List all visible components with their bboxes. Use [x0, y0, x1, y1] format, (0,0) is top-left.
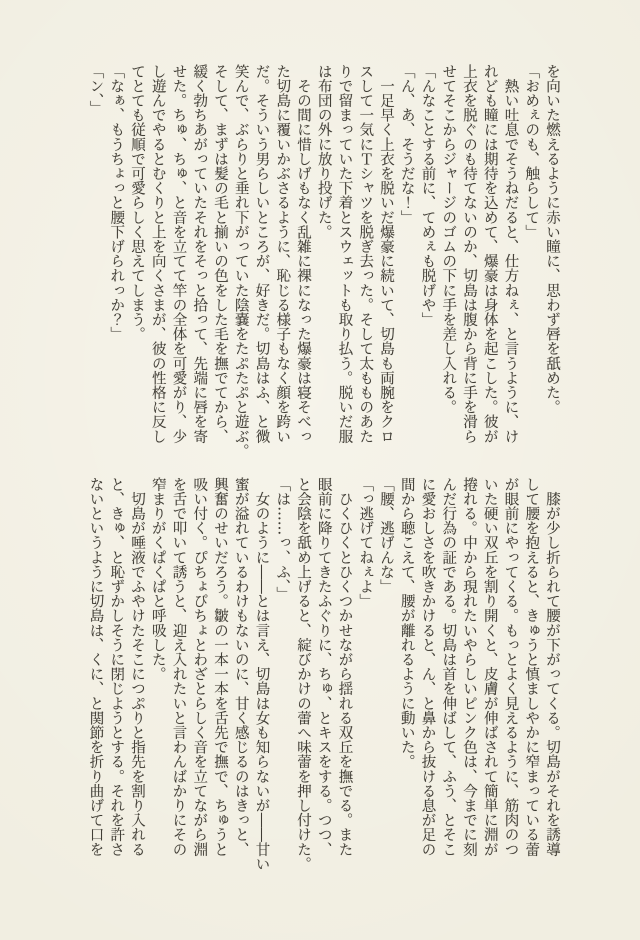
- text-line: が眼前にやってくる。もっとよく見えるように、筋肉のつ: [502, 477, 519, 857]
- text-line: ひくひくとひくつかせながら揺れる双丘を撫でる。また: [336, 477, 353, 857]
- text-line: 「ン、」: [87, 64, 104, 116]
- text-line: 「は……っ、ふ、」: [274, 477, 291, 602]
- text-line: と、きゅ、と恥ずかしそうに閉じようとする。それを許さ: [108, 477, 125, 857]
- text-line: 女のように――とは言え、切島は女も知らないが――甘い: [253, 477, 270, 872]
- text-line: 「っ逃げてねぇよ」: [357, 477, 374, 609]
- text-line: と会陰を舐め上げると、綻びかけの蕾へ味蕾を押し付けた。: [295, 477, 311, 872]
- text-line: 一足早く上衣を脱いだ爆豪に続いて、切島も両腕をクロ: [378, 64, 394, 444]
- text-line: 「ん、あ、そうだな！」: [398, 64, 415, 225]
- text-line: ないというように切島は、くに、と関節を折り曲げて口を: [87, 477, 104, 857]
- text-line: を舌で叩いて誘うと、迎え入れたいと言わんばかりにその: [170, 477, 187, 857]
- text-line: 「んなことする前に、てめぇも脱げや」: [419, 64, 436, 327]
- text-line: 「おめぇのも、触らして」: [523, 64, 540, 240]
- text-line: 捲れる。中から現れたいやらしいピンク色は、今までに刻: [461, 477, 477, 857]
- text-line: せてそこからジャージのゴムの下に手を差し入れる。: [440, 64, 457, 415]
- text-line: 「なぁ、もうちょっと腰下げられっか？」: [108, 64, 125, 342]
- text-line: を向いた燃えるように赤い瞳に、思わず唇を舐めた。: [544, 64, 560, 415]
- text-line: に愛おしさを吹きかけると、ん、と鼻から抜ける息が足の: [419, 477, 436, 857]
- text-line: いた硬い双丘を割り開くと、皮膚が伸ばされて簡単に淵が: [481, 477, 498, 857]
- text-line: 窄まりがくぱくぱと呼吸した。: [149, 477, 166, 682]
- text-line: して腰を抱えると、きゅうと慎ましやかに窄まっている蕾: [523, 477, 540, 857]
- text-line: その間に惜しげもなく乱雑に裸になった爆豪は寝そべっ: [295, 64, 311, 444]
- text-line: 「腰、逃げんな」: [378, 477, 394, 594]
- text-line: 切島が唾液でふやけたそこにつぷりと指先を割り入れる: [129, 477, 145, 857]
- text-line: りで留まっていた下着とスウェットも取り払う。脱いだ服: [336, 64, 353, 444]
- text-line: そして、まずは髪の毛と揃いの色をした毛を撫でてから、: [212, 64, 228, 444]
- text-line: 熱い吐息でそうねだると、仕方ねぇ、と言うように、け: [502, 64, 519, 444]
- text-line: は布団の外に放り投げた。: [315, 64, 332, 240]
- text-line: 吸い付く。ぴちょぴちょとわざとらしく音を立てながら淵: [191, 477, 208, 857]
- text-line: た切島に覆いかぶさるように、恥じる様子もなく顔を跨い: [274, 64, 291, 444]
- text-line: 緩く勃ちあがっていたそれをそっと拾って、先端に唇を寄: [191, 64, 208, 444]
- vertical-text-block-bottom: [85, 477, 562, 872]
- text-line: せた。ちゅ、ちゅ、と音を立てて竿の全体を可愛がり、少: [170, 64, 187, 444]
- text-line: スして一気にＴシャツを脱ぎ去った。そして太もものあた: [357, 64, 374, 444]
- vertical-text-block-top: [85, 64, 562, 459]
- text-line: 笑んで、ぶらりと垂れ下がっていた陰嚢をたぷたぷと遊ぶ。: [232, 64, 249, 459]
- text-line: れども瞳には期待を込めて、爆豪は身体を起こした。彼が: [481, 64, 498, 444]
- text-line: 間から聴こえて、腰が離れるように動いた。: [398, 477, 415, 769]
- text-line: 興奮のせいだろう。皺の一本一本を舌先で撫で、ちゅうと: [212, 477, 228, 857]
- text-line: んだ行為の証である。切島は首を伸ばして、ふう、とそこ: [440, 477, 457, 857]
- text-line: し遊んでやるとむくりと上を向くさまが、彼の性格に反し: [149, 64, 166, 444]
- text-line: 眼前に降りてきたふぐりに、ちゅ、とキスをする。つつ、: [315, 477, 332, 857]
- text-line: だ。そういう男らしいところが、好きだ。切島はふ、と微: [253, 64, 270, 444]
- text-line: 上衣を脱ぐのも待てないのか、切島は腹から背に手を滑ら: [461, 64, 477, 444]
- text-line: 膝が少し折られて腰が下がってくる。切島がそれを誘導: [544, 477, 560, 857]
- text-line: 蜜が溢れているわけもないのに、甘く感じるのはきっと、: [232, 477, 249, 857]
- text-line: てとても従順で可愛らしく思えてしまう。: [129, 64, 145, 342]
